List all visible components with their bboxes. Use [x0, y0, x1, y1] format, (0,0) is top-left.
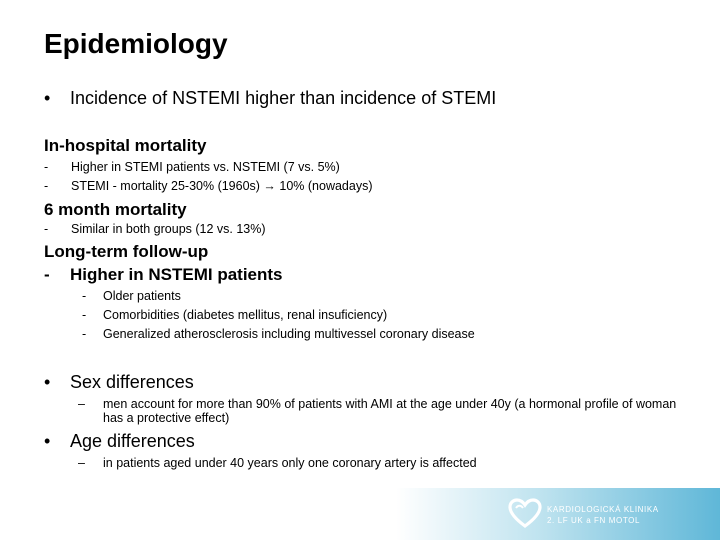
logo-line-2: 2. LF UK a FN MOTOL — [547, 516, 641, 525]
intro-bullet — [44, 88, 564, 109]
in-hospital-item-1: Higher in STEMI patients vs. NSTEMI (7 vs. 5%) — [71, 160, 340, 174]
list-item — [82, 327, 582, 341]
list-item — [44, 222, 544, 236]
dash-icon: - — [82, 308, 87, 322]
dash-icon: - — [82, 289, 87, 303]
logo-text — [547, 504, 659, 526]
page-title: Epidemiology — [44, 28, 228, 59]
list-item — [82, 308, 582, 322]
six-month-heading: 6 month mortality — [44, 200, 187, 219]
long-term-subheading-text: Higher in NSTEMI patients — [70, 265, 283, 284]
in-hospital-heading: In-hospital mortality — [44, 136, 207, 155]
sex-differences-heading: Sex differences — [70, 372, 194, 392]
list-item — [82, 289, 582, 303]
endash-icon: – — [78, 456, 85, 470]
long-term-heading: Long-term follow-up — [44, 242, 209, 261]
bullet-icon: • — [44, 372, 51, 392]
six-month-item-1: Similar in both groups (12 vs. 13%) — [71, 222, 266, 236]
age-differences-heading: Age differences — [70, 431, 195, 451]
list-item — [44, 160, 544, 174]
dash-icon: - — [44, 179, 49, 193]
long-term-item-3: Generalized atherosclerosis including multivessel coronary disease — [103, 327, 475, 341]
age-differences-text: in patients aged under 40 years only one coronary artery is affected — [103, 456, 477, 470]
list-item — [44, 179, 544, 193]
endash-icon: – — [78, 397, 85, 411]
dash-icon: - — [44, 222, 49, 236]
bullet-icon: • — [44, 88, 51, 108]
long-term-item-1: Older patients — [103, 289, 181, 303]
age-differences-bullet — [44, 431, 444, 452]
in-hospital-item-2: STEMI - mortality 25-30% (1960s) → 10% (nowadays) — [71, 179, 373, 193]
long-term-item-2: Comorbidities (diabetes mellitus, renal insuficiency) — [103, 308, 388, 322]
heart-logo-icon — [508, 498, 542, 528]
sex-differences-detail — [78, 397, 678, 425]
sex-differences-bullet — [44, 372, 444, 393]
sex-differences-text: men account for more than 90% of patients with AMI at the age under 40y (a hormonal profile of woman has a protective effect) — [103, 397, 677, 425]
intro-bullet-text: Incidence of NSTEMI higher than incidence of STEMI — [70, 88, 497, 108]
bullet-icon: • — [44, 431, 51, 451]
logo-line-1: KARDIOLOGICKÁ KLINIKA — [547, 505, 659, 514]
dash-icon: - — [44, 160, 49, 174]
long-term-subheading — [44, 265, 444, 285]
age-differences-detail — [78, 456, 678, 470]
dash-icon: - — [44, 265, 50, 284]
dash-icon: - — [82, 327, 87, 341]
